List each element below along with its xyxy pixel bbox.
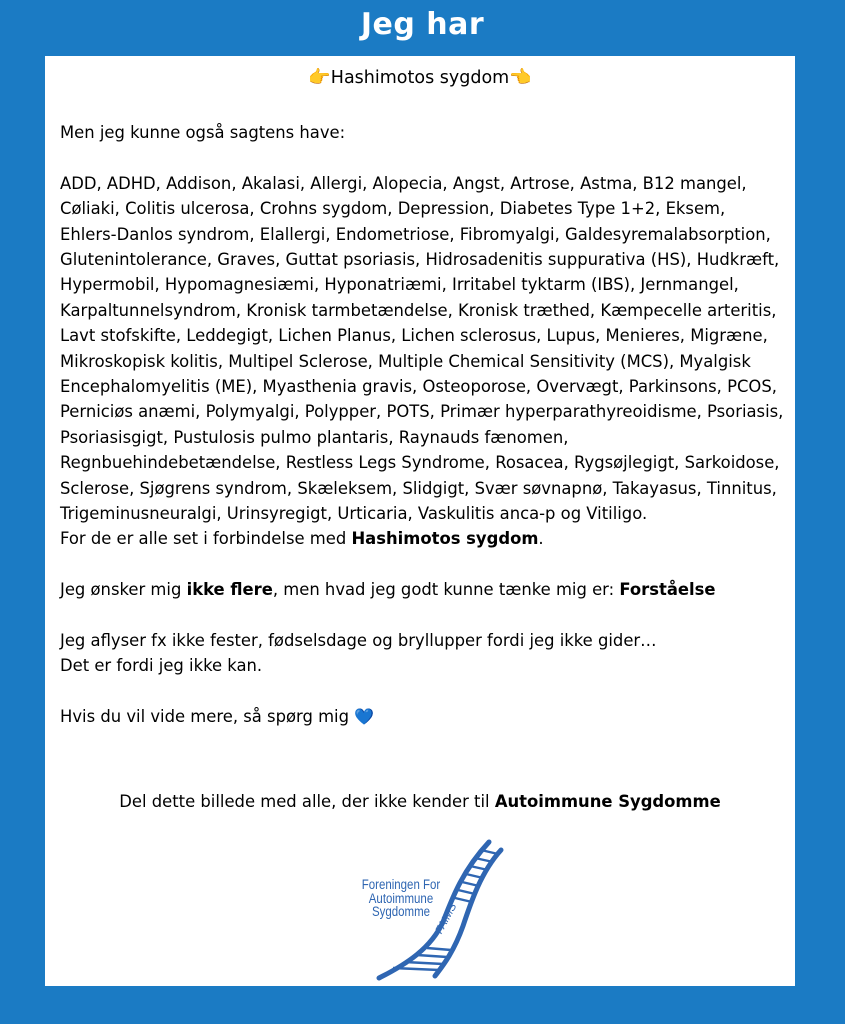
connection-text: For de er alle set i forbindelse med Hashimotos sygdom. [60, 529, 544, 549]
diseases-list: ADD, ADHD, Addison, Akalasi, Allergi, Alopecia, Angst, Artrose, Astma, B12 mangel, Cøliaki, Colitis ulcerosa, Crohns sygdom, Depression, Diabetes Type 1+2, Eksem, Ehlers-Danlos syndrom, Elallergi, Endometriose, Fibromyalgi, Galdesyremalabsorption, Glutenintolerance, Graves, Guttat psoriasis, Hidrosadenitis suppurativa (HS), Hudkræft, Hypermobil, Hypomagnesiæmi, Hyponatriæmi, Irritabel tyktarm (IBS), Jernmangel, Karpaltunnelsyndrom, Kronisk tarmbetændelse, Kronisk træthed, Kæmpecelle arteritis, Lavt stofskifte, Leddegigt, Lichen Planus, Lichen sclerosus, Lupus, Menieres, Migræne, Mikroskopisk kolitis, Multipel Sclerose, Multiple Chemical Sensitivity (MCS), Myalgisk Encephalomyelitis (ME), Myasthenia gravis, Osteoporose, Overvægt, Parkinsons, PCOS, Perniciøs anæmi, Polymyalgi, Polypper, POTS, Primær hyperparathyreoidisme, Psoriasis, Psoriasisgigt, Pustulosis pulmo plantaris, Raynauds fænomen, Regnbuehindebetændelse, Restless Legs Syndrome, Rosacea, Rygsøjlegigt, Sarkoidose, Sclerose, Sjøgrens syndrom, Skæleksem, Slidgigt, Svær søvnapnø, Takayasus, Tinnitus, Trigeminusneuralgi, Urinsyregigt, Urticaria, Vaskulitis anca-p og Vitiligo. [60, 173, 784, 524]
content-card [45, 56, 795, 986]
logo-line3: Sygdomme [371, 904, 431, 919]
cancel-text-line1: Jeg aflyser fx ikke fester, fødselsdage og bryllupper fordi jeg ikke gider… [60, 631, 657, 651]
ask-text: Hvis du vil vide mere, så spørg mig 💙 [60, 707, 375, 727]
logo-line2: Autoimmune [368, 890, 434, 906]
logo-line1: Foreningen For [361, 877, 441, 892]
understanding-emphasis: Forståelse [619, 580, 716, 600]
cancel-text-line2: Det er fordi jeg ikke kan. [60, 656, 263, 676]
share-text: Del dette billede med alle, der ikke kender til Autoimmune Sygdomme [119, 792, 721, 811]
connection-emphasis: Hashimotos sygdom [351, 529, 539, 549]
body-text [60, 120, 785, 730]
subtitle [45, 66, 795, 90]
subtitle-text: Hashimotos sygdom [330, 68, 510, 88]
faims-monogram: FAIMS [433, 901, 460, 936]
share-emphasis: Autoimmune Sygdomme [494, 792, 721, 811]
page-title: Jeg har [360, 7, 485, 42]
pointing-left-icon: 👈 [509, 67, 532, 88]
blue-heart-icon: 💙 [354, 707, 375, 727]
logo-wordmark [360, 878, 442, 919]
faims-logo [345, 836, 525, 982]
wish-emphasis: ikke flere [186, 580, 273, 600]
pointing-right-icon: 👉 [308, 67, 331, 88]
intro-text: Men jeg kunne også sagtens have: [60, 123, 346, 142]
wish-text: Jeg ønsker mig ikke flere, men hvad jeg godt kunne tænke mig er: Forståelse [60, 580, 716, 600]
